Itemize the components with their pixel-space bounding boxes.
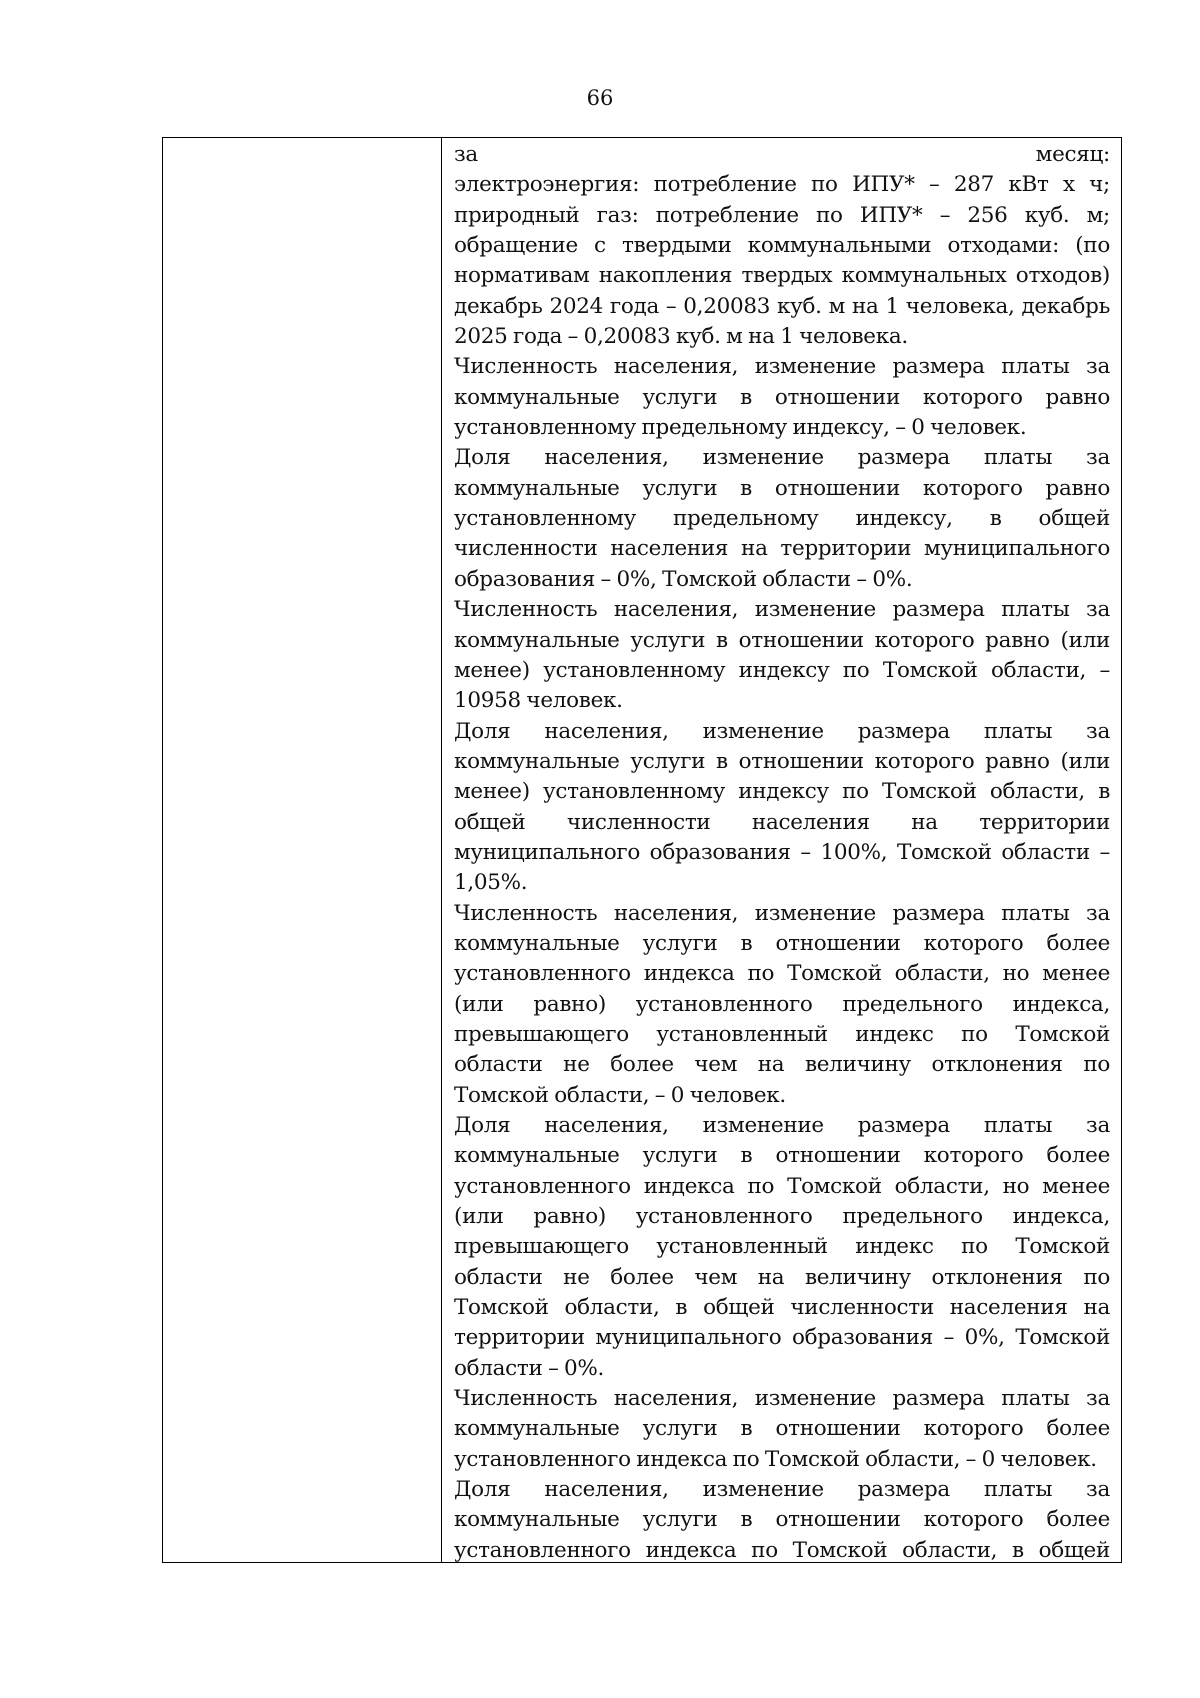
text-line: Доля населения, изменение размера платы за	[454, 1477, 1110, 1503]
text-line: превышающего установленный индекс по Томской	[454, 1234, 1110, 1260]
text-line: установленного индекса по Томской области, в общей	[454, 1537, 1110, 1562]
text-line: установленного индекса по Томской области, – 0 человек.	[454, 1446, 1097, 1472]
text-line: коммунальные услуги в отношении которого более	[454, 1143, 1110, 1169]
text-line: за месяц:	[454, 142, 1110, 167]
text-line: установленному предельному индексу, – 0 человек.	[454, 415, 1027, 441]
text-line: (или равно) установленного предельного индекса,	[454, 991, 1110, 1017]
text-line: образования – 0%, Томской области – 0%.	[454, 566, 913, 592]
content-table	[162, 137, 1122, 1563]
table-cell-right	[442, 138, 1121, 1562]
text-line: 2025 года – 0,20083 куб. м на 1 человека.	[454, 324, 908, 350]
text-line: установленного индекса по Томской области, но менее	[454, 961, 1110, 987]
text-line: электроэнергия: потребление по ИПУ* – 287 кВт х ч;	[454, 172, 1110, 198]
text-line: Численность населения, изменение размера платы за	[454, 354, 1110, 380]
table-cell-left	[163, 138, 442, 1562]
text-line: Численность населения, изменение размера платы за	[454, 900, 1110, 926]
text-line: менее) установленному индексу по Томской области, –	[454, 657, 1110, 683]
text-line: Томской области, – 0 человек.	[454, 1082, 786, 1108]
text-line: численности населения на территории муниципального	[454, 536, 1110, 562]
text-line: установленного индекса по Томской области, но менее	[454, 1173, 1110, 1199]
text-line: 1,05%.	[454, 870, 528, 896]
text-line: Томской области, в общей численности населения на	[454, 1295, 1110, 1321]
text-line: установленному предельному индексу, в общей	[454, 506, 1110, 532]
text-line: коммунальные услуги в отношении которого более	[454, 1507, 1110, 1533]
text-line: Доля населения, изменение размера платы за	[454, 445, 1110, 471]
text-line: превышающего установленный индекс по Томской	[454, 1021, 1110, 1047]
text-line: области не более чем на величину отклонения по	[454, 1264, 1110, 1290]
text-line: области – 0%.	[454, 1355, 605, 1381]
text-line: коммунальные услуги в отношении которого более	[454, 1416, 1110, 1442]
text-line: общей численности населения на территории	[454, 809, 1110, 835]
text-line: декабрь 2024 года – 0,20083 куб. м на 1 человека, декабрь	[454, 293, 1110, 319]
text-line: коммунальные услуги в отношении которого равно (или	[454, 627, 1110, 653]
text-line: коммунальные услуги в отношении которого равно	[454, 475, 1110, 501]
text-line: Численность населения, изменение размера платы за	[454, 1386, 1110, 1412]
text-line: коммунальные услуги в отношении которого равно (или	[454, 748, 1110, 774]
text-line: Доля населения, изменение размера платы за	[454, 718, 1110, 744]
text-line: Численность населения, изменение размера платы за	[454, 597, 1110, 623]
text-line: менее) установленному индексу по Томской области, в	[454, 779, 1110, 805]
text-line: области не более чем на величину отклонения по	[454, 1052, 1110, 1078]
text-line: муниципального образования – 100%, Томской области –	[454, 839, 1110, 865]
text-line: коммунальные услуги в отношении которого более	[454, 930, 1110, 956]
text-line: обращение с твердыми коммунальными отходами: (по	[454, 233, 1110, 259]
text-line: территории муниципального образования – 0%, Томской	[454, 1325, 1110, 1351]
text-line: 10958 человек.	[454, 688, 623, 714]
text-line: природный газ: потребление по ИПУ* – 256 куб. м;	[454, 202, 1110, 228]
text-line: Доля населения, изменение размера платы за	[454, 1113, 1110, 1138]
page-number: 66	[586, 86, 614, 110]
text-line: коммунальные услуги в отношении которого равно	[454, 384, 1110, 410]
text-line: (или равно) установленного предельного индекса,	[454, 1204, 1110, 1230]
text-line: нормативам накопления твердых коммунальных отходов)	[454, 263, 1110, 289]
